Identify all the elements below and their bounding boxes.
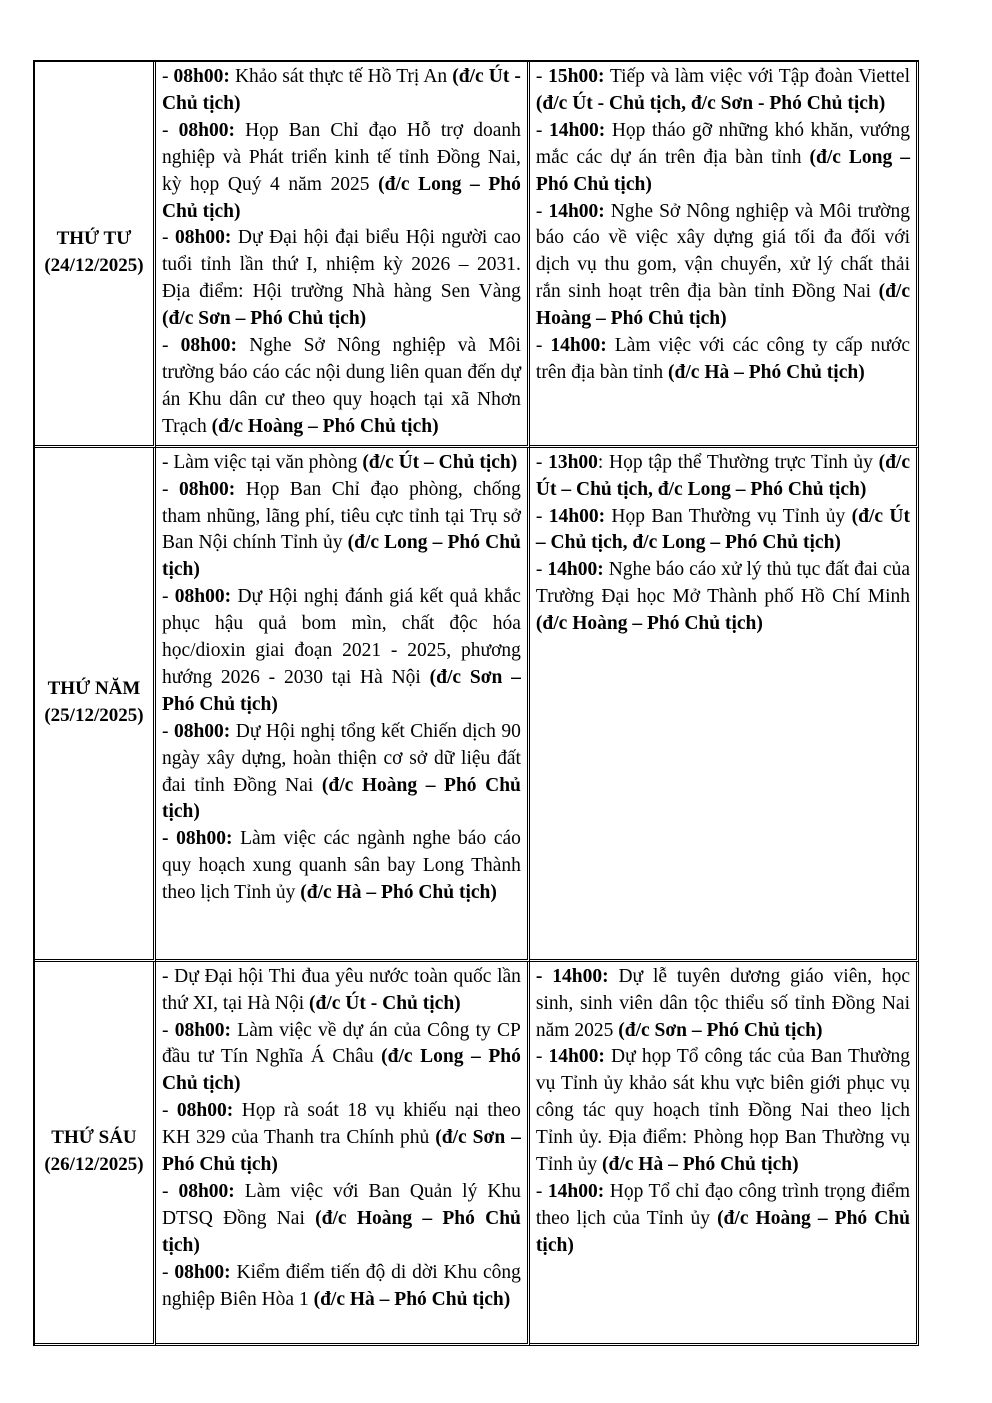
- schedule-entry: - Làm việc tại văn phòng (đ/c Út – Chủ tịch): [161, 451, 518, 473]
- entry-assignee: (đ/c Hoàng – Phó Chủ tịch): [161, 1207, 521, 1256]
- day-date: (25/12/2025): [44, 705, 144, 727]
- entry-time: 08h00:: [178, 119, 235, 141]
- schedule-entry: - 14h00: Họp tháo gỡ những khó khăn, vướng mắc các dự án trên địa bàn tỉnh (đ/c Long – Phó Chủ tịch): [535, 119, 911, 195]
- morning-schedule-cell: [156, 62, 530, 448]
- entry-time: 08h00:: [173, 720, 231, 742]
- entry-time: 08h00:: [178, 478, 236, 500]
- entry-text: Làm việc với Ban Quản lý Khu DTSQ Đồng Nai: [161, 1180, 521, 1229]
- entry-assignee: (đ/c Sơn – Phó Chủ tịch): [161, 666, 521, 715]
- day-name: THỨ SÁU: [51, 1127, 137, 1149]
- weekly-schedule-table: [33, 60, 919, 1346]
- entry-assignee: (đ/c Hà – Phó Chủ tịch): [313, 1288, 511, 1310]
- day-name: THỨ TƯ: [56, 228, 132, 250]
- schedule-entry: - 08h00: Nghe Sở Nông nghiệp và Môi trường báo cáo các nội dung liên quan đến dự án Khu dân cư theo quy hoạch tại xã Nhơn Trạch (đ/c Hoàng – Phó Chủ tịch): [161, 335, 521, 437]
- entry-time: 14h00:: [548, 505, 606, 527]
- day-cell: [35, 62, 156, 448]
- entry-text: Nghe Sở Nông nghiệp và Môi trường báo cáo các nội dung liên quan đến dự án Khu dân cư theo quy hoạch tại xã Nhơn Trạch: [161, 335, 521, 437]
- entry-text: Họp Ban Chỉ đạo phòng, chống tham nhũng, lãng phí, tiêu cực tỉnh tại Trụ sở Ban Nội chính Tỉnh ủy: [161, 478, 521, 554]
- entry-text: : Họp tập thể Thường trực Tỉnh ủy: [597, 451, 879, 473]
- schedule-entry: - 14h00: Dự lễ tuyên dương giáo viên, học sinh, sinh viên dân tộc thiểu số tỉnh Đồng Nai năm 2025 (đ/c Sơn – Phó Chủ tịch): [535, 965, 910, 1041]
- entry-assignee: (đ/c Út - Chủ tịch, đ/c Sơn - Phó Chủ tịch): [535, 92, 886, 114]
- entry-time: 08h00:: [173, 66, 230, 87]
- entry-text: Làm việc về dự án của Công ty CP đầu tư Tín Nghĩa Á Châu: [161, 1019, 521, 1068]
- entry-assignee: (đ/c Hà – Phó Chủ tịch): [300, 882, 497, 904]
- schedule-entry: - 08h00: Khảo sát thực tế Hồ Trị An (đ/c Út - Chủ tịch): [161, 66, 521, 114]
- entry-assignee: (đ/c Hoàng – Phó Chủ tịch): [161, 774, 521, 823]
- entry-assignee: (đ/c Hoàng – Phó Chủ tịch): [535, 1207, 911, 1256]
- entry-time: 15h00:: [548, 66, 605, 87]
- schedule-entry: - 08h00: Họp Ban Chỉ đạo phòng, chống tham nhũng, lãng phí, tiêu cực tỉnh tại Trụ sở Ban Nội chính Tỉnh ủy (đ/c Long – Phó Chủ tịch): [161, 478, 521, 581]
- entry-assignee: (đ/c Long – Phó Chủ tịch): [535, 146, 911, 195]
- schedule-entry: - 08h00: Họp Ban Chỉ đạo Hỗ trợ doanh nghiệp và Phát triển kinh tế tỉnh Đồng Nai, kỳ họp Quý 4 năm 2025 (đ/c Long – Phó Chủ tịch): [161, 119, 521, 222]
- day-cell: [35, 448, 156, 962]
- entry-assignee: (đ/c Sơn – Phó Chủ tịch): [161, 308, 367, 330]
- entry-time: 13h00: [548, 451, 598, 473]
- entry-assignee: (đ/c Út - Chủ tịch): [161, 66, 521, 114]
- entry-time: 14h00:: [548, 200, 605, 222]
- schedule-entry: - 08h00: Họp rà soát 18 vụ khiếu nại theo KH 329 của Thanh tra Chính phủ (đ/c Sơn – Phó Chủ tịch): [161, 1100, 521, 1176]
- schedule-row-wednesday: [35, 62, 919, 448]
- entry-time: 08h00:: [176, 828, 233, 850]
- schedule-entry: - 08h00: Dự Đại hội đại biểu Hội người cao tuổi tỉnh lần thứ I, nhiệm kỳ 2026 – 2031. Địa điểm: Hội trường Nhà hàng Sen Vàng (đ/c Sơn – Phó Chủ tịch): [161, 227, 521, 330]
- entry-time: 08h00:: [178, 1180, 235, 1202]
- entry-assignee: (đ/c Hà – Phó Chủ tịch): [602, 1154, 799, 1176]
- entry-text: Tiếp và làm việc với Tập đoàn Viettel: [604, 66, 910, 87]
- entry-text: Dự lễ tuyên dương giáo viên, học sinh, sinh viên dân tộc thiểu số tỉnh Đồng Nai năm 2025: [535, 965, 910, 1041]
- entry-time: 08h00:: [180, 335, 237, 357]
- entry-text: Dự Đại hội đại biểu Hội người cao tuổi tỉnh lần thứ I, nhiệm kỳ 2026 – 2031. Địa điểm: Hội trường Nhà hàng Sen Vàng: [161, 227, 521, 303]
- entry-time: 08h00:: [175, 227, 232, 249]
- entry-assignee: (đ/c Hà – Phó Chủ tịch): [668, 361, 865, 383]
- entry-text: Dự Hội nghị đánh giá kết quả khắc phục hậu quả bom mìn, chất độc hóa học/dioxin giai đoạn 2021 - 2025, phương hướng 2026 - 2030 tại Hà Nội: [161, 586, 521, 688]
- day-date: (26/12/2025): [44, 1154, 144, 1176]
- schedule-entry: - 08h00: Kiểm điểm tiến độ di dời Khu công nghiệp Biên Hòa 1 (đ/c Hà – Phó Chủ tịch): [161, 1261, 521, 1310]
- entry-text: Dự họp Tổ công tác của Ban Thường vụ Tỉnh ủy khảo sát khu vực biên giới phục vụ công tác quy hoạch tỉnh Đồng Nai theo lịch Tỉnh ủy. Địa điểm: Phòng họp Ban Thường vụ Tỉnh ủy: [535, 1046, 910, 1176]
- entry-text: Dự Hội nghị tổng kết Chiến dịch 90 ngày xây dựng, hoàn thiện cơ sở dữ liệu đất đai tỉnh Đồng Nai: [161, 720, 521, 796]
- entry-text: Họp Ban Thường vụ Tỉnh ủy: [605, 505, 852, 527]
- entry-text: Khảo sát thực tế Hồ Trị An: [229, 66, 453, 87]
- day-date: (24/12/2025): [44, 255, 144, 277]
- morning-schedule-cell: [156, 448, 530, 962]
- schedule-entry: - 08h00: Làm việc các ngành nghe báo cáo quy hoạch xung quanh sân bay Long Thành theo lịch Tỉnh ủy (đ/c Hà – Phó Chủ tịch): [161, 828, 521, 904]
- entry-time: 08h00:: [174, 1261, 231, 1283]
- entry-assignee: (đ/c Sơn – Phó Chủ tịch): [161, 1127, 521, 1176]
- entry-assignee: (đ/c Hoàng – Phó Chủ tịch): [535, 281, 910, 330]
- entry-time: 14h00:: [547, 559, 604, 581]
- schedule-entry: - 15h00: Tiếp và làm việc với Tập đoàn Viettel (đ/c Út - Chủ tịch, đ/c Sơn - Phó Chủ tịch): [535, 66, 910, 114]
- entry-text: Họp tháo gỡ những khó khăn, vướng mắc các dự án trên địa bàn tỉnh: [535, 119, 910, 168]
- afternoon-schedule-cell: [530, 448, 919, 962]
- entry-time: 14h00:: [548, 119, 606, 141]
- schedule-entry: - 08h00: Dự Hội nghị tổng kết Chiến dịch 90 ngày xây dựng, hoàn thiện cơ sở dữ liệu đất đai tỉnh Đồng Nai (đ/c Hoàng – Phó Chủ tịch): [161, 720, 521, 823]
- morning-schedule-cell: [156, 962, 530, 1346]
- entry-assignee: (đ/c Út - Chủ tịch): [309, 992, 461, 1014]
- schedule-entry: - 14h00: Dự họp Tổ công tác của Ban Thường vụ Tỉnh ủy khảo sát khu vực biên giới phục vụ công tác quy hoạch tỉnh Đồng Nai theo lịch Tỉnh ủy. Địa điểm: Phòng họp Ban Thường vụ Tỉnh ủy (đ/c Hà – Phó Chủ tịch): [535, 1046, 910, 1176]
- entry-assignee: (đ/c Út – Chủ tịch, đ/c Long – Phó Chủ tịch): [535, 451, 910, 500]
- entry-assignee: (đ/c Út – Chủ tịch, đ/c Long – Phó Chủ tịch): [535, 505, 910, 554]
- afternoon-schedule-cell: [530, 962, 919, 1346]
- entry-text: Nghe báo cáo xử lý thủ tục đất đai của Trường Đại học Mở Thành phố Hồ Chí Minh: [535, 559, 910, 608]
- schedule-entry: - 14h00: Nghe báo cáo xử lý thủ tục đất đai của Trường Đại học Mở Thành phố Hồ Chí Minh (đ/c Hoàng – Phó Chủ tịch): [535, 559, 910, 635]
- entry-assignee: (đ/c Hoàng – Phó Chủ tịch): [211, 415, 439, 437]
- entry-text: Làm việc các ngành nghe báo cáo quy hoạch xung quanh sân bay Long Thành theo lịch Tỉnh ủy: [161, 828, 521, 904]
- schedule-row-friday: [35, 962, 919, 1346]
- entry-text: Họp Ban Chỉ đạo Hỗ trợ doanh nghiệp và Phát triển kinh tế tỉnh Đồng Nai, kỳ họp Quý 4 năm 2025: [161, 119, 521, 195]
- entry-time: 14h00:: [552, 965, 609, 987]
- entry-text: Nghe Sở Nông nghiệp và Môi trường báo cáo về việc xây dựng giá tối đa đối với dịch vụ thu gom, vận chuyển, xử lý chất thải rắn sinh hoạt trên địa bàn tỉnh Đồng Nai: [535, 200, 910, 303]
- schedule-entry: - 14h00: Họp Ban Thường vụ Tỉnh ủy (đ/c Út – Chủ tịch, đ/c Long – Phó Chủ tịch): [535, 505, 910, 554]
- entry-assignee: (đ/c Sơn – Phó Chủ tịch): [618, 1019, 823, 1041]
- schedule-page: [33, 60, 919, 1346]
- entry-assignee: (đ/c Long – Phó Chủ tịch): [161, 1046, 521, 1095]
- schedule-entry: - 14h00: Họp Tổ chỉ đạo công trình trọng điểm theo lịch của Tỉnh ủy (đ/c Hoàng – Phó Chủ tịch): [535, 1180, 911, 1256]
- entry-time: 14h00:: [550, 335, 607, 357]
- entry-text: Dự Đại hội Thi đua yêu nước toàn quốc lần thứ XI, tại Hà Nội: [161, 965, 521, 1014]
- day-name: THỨ NĂM: [47, 678, 141, 700]
- schedule-entry: - 08h00: Dự Hội nghị đánh giá kết quả khắc phục hậu quả bom mìn, chất độc hóa học/dioxin giai đoạn 2021 - 2025, phương hướng 2026 - 2030 tại Hà Nội (đ/c Sơn – Phó Chủ tịch): [161, 586, 521, 715]
- entry-time: 08h00:: [174, 586, 232, 608]
- entry-assignee: (đ/c Hoàng – Phó Chủ tịch): [535, 613, 763, 635]
- schedule-entry: - 14h00: Nghe Sở Nông nghiệp và Môi trường báo cáo về việc xây dựng giá tối đa đối với dịch vụ thu gom, vận chuyển, xử lý chất thải rắn sinh hoạt trên địa bàn tỉnh Đồng Nai (đ/c Hoàng – Phó Chủ tịch): [535, 200, 910, 330]
- entry-text: Kiểm điểm tiến độ di dời Khu công nghiệp Biên Hòa 1: [161, 1261, 521, 1310]
- schedule-entry: - 13h00: Họp tập thể Thường trực Tỉnh ủy (đ/c Út – Chủ tịch, đ/c Long – Phó Chủ tịch): [535, 451, 910, 500]
- schedule-row-thursday: [35, 448, 919, 962]
- day-cell: [35, 962, 156, 1346]
- entry-time: 14h00:: [547, 1180, 605, 1202]
- afternoon-schedule-cell: [530, 62, 919, 448]
- entry-text: Họp Tổ chỉ đạo công trình trọng điểm theo lịch của Tỉnh ủy: [535, 1180, 910, 1229]
- entry-assignee: (đ/c Long – Phó Chủ tịch): [161, 173, 521, 222]
- entry-time: 08h00:: [174, 1019, 232, 1041]
- entry-assignee: (đ/c Út – Chủ tịch): [362, 451, 518, 473]
- entry-text: Họp rà soát 18 vụ khiếu nại theo KH 329 của Thanh tra Chính phủ: [161, 1100, 521, 1149]
- schedule-entry: - Dự Đại hội Thi đua yêu nước toàn quốc lần thứ XI, tại Hà Nội (đ/c Út - Chủ tịch): [161, 965, 521, 1014]
- entry-time: 14h00:: [548, 1046, 605, 1068]
- entry-time: 08h00:: [176, 1100, 234, 1122]
- entry-text: Làm việc tại văn phòng: [173, 451, 363, 473]
- schedule-entry: - 08h00: Làm việc về dự án của Công ty CP đầu tư Tín Nghĩa Á Châu (đ/c Long – Phó Chủ tịch): [161, 1019, 521, 1095]
- entry-text: Làm việc với các công ty cấp nước trên địa bàn tỉnh: [535, 335, 910, 383]
- schedule-entry: - 14h00: Làm việc với các công ty cấp nước trên địa bàn tỉnh (đ/c Hà – Phó Chủ tịch): [535, 335, 910, 383]
- entry-assignee: (đ/c Long – Phó Chủ tịch): [161, 532, 521, 581]
- schedule-entry: - 08h00: Làm việc với Ban Quản lý Khu DTSQ Đồng Nai (đ/c Hoàng – Phó Chủ tịch): [161, 1180, 521, 1256]
